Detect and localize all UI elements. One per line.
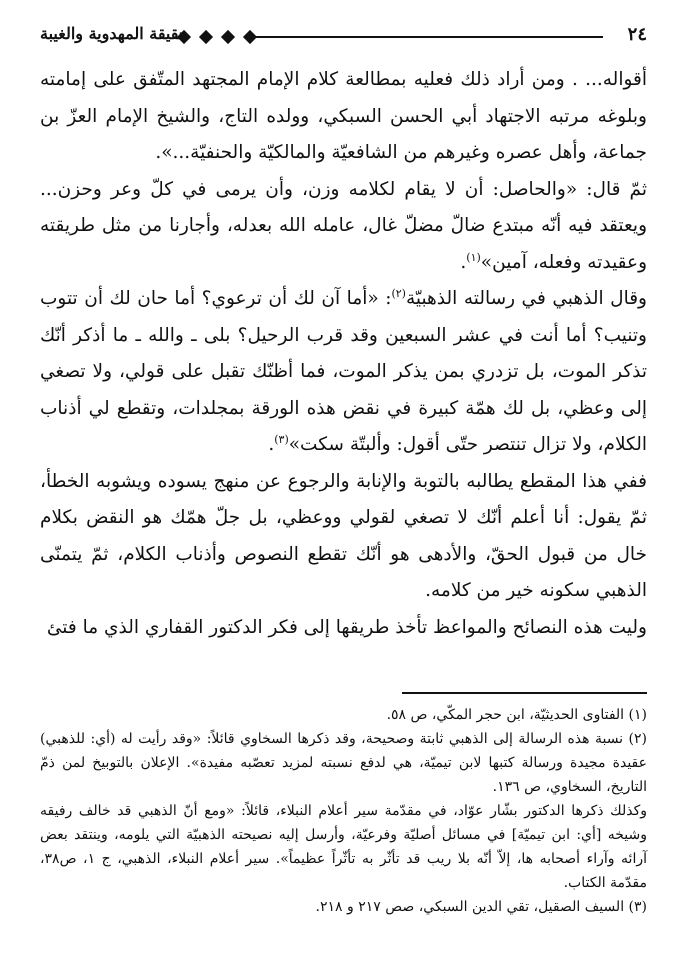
footnote-ref-2[interactable]: (٢) — [391, 286, 406, 300]
paragraph-3-end: . — [268, 434, 275, 455]
paragraph-4: ففي هذا المقطع يطالبه بالتوبة والإنابة والرجوع عن منهج يسوده ويشوبه الخطأ، ثمّ يقول: أنا أعلم أنّك لا تصغي لقولي ووعظي، بل جلّ همّك هو النقض بكلام خال من قبول الحقّ، والأدهى هو أنّك تقطع النصوص وأذناب الكلام، ثمّ يتمنّى الذهبي سكونه خير من كلامه. — [40, 470, 647, 601]
main-text — [40, 62, 647, 646]
running-title: حقيقة المهدوية والغيبة — [40, 24, 189, 43]
page-header — [40, 22, 647, 52]
paragraph-3-intro: وقال الذهبي في رسالته الذهبيّة — [405, 288, 647, 309]
footnote-separator — [402, 692, 647, 694]
paragraph-3 — [40, 281, 647, 464]
footnote-2: (٢) نسبة هذه الرسالة إلى الذهبي ثابتة وصحيحة، وقد ذكرها السخاوي قائلاً: «وقد رأيت له (أي: للذهبي) عقيدة مجيدة ورسالة كتبها لابن تيميّة، هي لدفع نسبته لمزيد تعصّبه مفيدة». الإعلان بالتوبيخ لمن ذمّ التاريخ، السخاوي، ص ١٣٦. — [40, 731, 647, 795]
page-number: ٢٤ — [627, 24, 647, 45]
footnote-1: (١) الفتاوى الحديثيّة، ابن حجر المكّي، ص ٥٨. — [386, 707, 647, 723]
paragraph-2-end: . — [460, 251, 467, 273]
footnote-2-continued: وكذلك ذكرها الدكتور بشّار عوّاد، في مقدّمة سير أعلام النبلاء، قائلاً: «ومع أنّ الذهبي قد خالف رفيقه وشيخه [أي: ابن تيميّة] في مسائل أصليّة وفرعيّة، وأرسل إليه نصيحته الذهبيّة التي يلومه، وينتقد بعض آرائه وآراء أصحابه ها، إلاّ أنّه بلا ريب قد تأثّر به تأثّراً عظيماً». سير أعلام النبلاء، الذهبي، ج ١، ص٣٨، مقدّمة الكتاب. — [40, 803, 647, 891]
footnote-ref-3[interactable]: (٣) — [274, 432, 289, 446]
footnote-ref-1[interactable]: (١) — [466, 250, 481, 264]
footnotes — [40, 703, 647, 919]
paragraph-5: وليت هذه النصائح والمواعظ تأخذ طريقها إلى فكر الدكتور القفاري الذي ما فتئ — [46, 616, 647, 638]
paragraph-1: أقواله... . ومن أراد ذلك فعليه بمطالعة كلام الإمام المجتهد المتّفق على إمامته وبلوغه مرتبه الاجتهاد أبي الحسن السبكي، وولده التاج، والشيخ الإمام العزّ بن جماعة، وأهل عصره وغيرهم من الشافعيّة والمالكيّة والحنفيّة...». — [40, 69, 647, 163]
ornament-diamond-2 — [221, 30, 235, 44]
ornament-diamond-3 — [199, 30, 213, 44]
paragraph-3-quote: : «أما آن لك أن ترعوي؟ أما حان لك أن تتوب وتنيب؟ أما أنت في عشر السبعين وقد قرب الرحيل؟ بلى ـ والله ـ ما أذكر أنّك تذكر الموت، بل تزدري بمن يذكر الموت، فما أظنّك تقبل على قولي، ولا تصغي إلى وعظي، بل لك همّة كبيرة في نقض هذه الورقة بمجلدات، وتقطع لي أذناب الكلام، ولا تزال تنتصر حتّى أقول: وألبتّة سكت» — [40, 288, 647, 455]
paragraph-2-text: ثمّ قال: «والحاصل: أن لا يقام لكلامه وزن، وأن يرمى في كلّ وعر وحزن... ويعتقد فيه أنّه مبتدع ضالّ مضلّ غال، عامله الله بعدله، وأجارنا من مثل طريقته وعقيدته وفعله، آمين» — [40, 178, 647, 273]
paragraph-2 — [40, 172, 647, 282]
footnote-3: (٣) السيف الصقيل، تقي الدين السبكي، صص ٢١٧ و ٢١٨. — [315, 899, 647, 915]
header-rule — [255, 36, 603, 38]
